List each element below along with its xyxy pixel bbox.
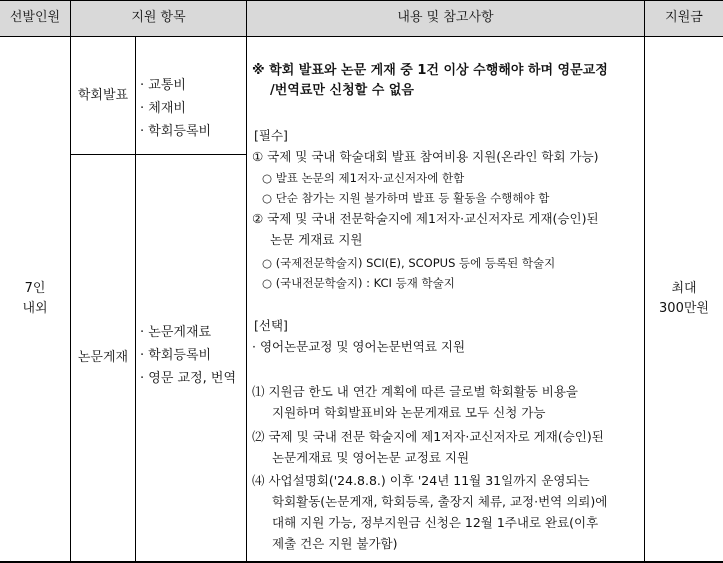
required-item-2b: ○ (국내전문학술지) : KCI 등재 학술지 bbox=[262, 276, 455, 290]
list-item: · 체재비 bbox=[140, 101, 186, 116]
list-item: · 학회등록비 bbox=[140, 124, 212, 139]
note-4-line-1: ⑷ 사업설명회('24.8.8.) 이후 '24년 11월 31일까지 운영되는 bbox=[252, 473, 590, 488]
publication-items bbox=[140, 321, 245, 390]
note-4-line-2: 학회활동(논문게재, 학회등록, 출장지 체류, 교정·번역 의뢰)에 bbox=[272, 494, 608, 509]
note-1-line-1: ⑴ 지원금 한도 내 연간 계획에 따른 글로벌 학회활동 비용을 bbox=[252, 384, 578, 399]
border-col3 bbox=[246, 0, 247, 563]
note-line-1: ※ 학회 발표와 논문 게재 중 1건 이상 수행해야 하며 영문교정 bbox=[252, 63, 608, 78]
list-item: · 학회등록비 bbox=[140, 348, 212, 363]
border-col2 bbox=[135, 37, 136, 563]
header-items: 지원 항목 bbox=[71, 0, 246, 36]
header-amount: 지원금 bbox=[645, 0, 723, 36]
note-2-line-1: ⑵ 국제 및 국내 전문 학술지에 제1저자·교신저자로 게재(승인)된 bbox=[252, 429, 604, 444]
required-item-2-line-1: ② 국제 및 국내 전문학술지에 제1저자·교신저자로 게재(승인)된 bbox=[252, 211, 599, 226]
required-label: [필수] bbox=[254, 128, 288, 143]
note-line-2: /번역료만 신청할 수 없음 bbox=[270, 83, 414, 98]
category-publication: 논문게재 bbox=[77, 350, 129, 365]
list-item: · 교통비 bbox=[140, 78, 186, 93]
optional-label: [선택] bbox=[254, 318, 288, 333]
required-item-2a: ○ (국제전문학술지) SCI(E), SCOPUS 등에 등록된 학술지 bbox=[262, 256, 556, 270]
note-1-line-2: 지원하며 학회발표비와 논문게재료 모두 신청 가능 bbox=[272, 405, 546, 420]
support-amount: 최대 300만원 bbox=[659, 281, 709, 316]
note-2-line-2: 논문게재료 및 영어논문 교정료 지원 bbox=[272, 450, 470, 465]
optional-item-1: · 영어논문교정 및 영어논문번역료 지원 bbox=[252, 339, 466, 354]
border-top bbox=[0, 0, 723, 1]
note-4-line-3: 대해 지원 가능, 정부지원금 신청은 12월 1주내로 완료(이후 bbox=[272, 515, 599, 530]
header-content: 내용 및 참고사항 bbox=[247, 0, 644, 36]
list-item: · 영문 교정, 번역 bbox=[140, 371, 237, 386]
required-item-1b: ○ 단순 참가는 지원 불가하며 발표 등 활동을 수행해야 함 bbox=[262, 191, 550, 205]
conference-items bbox=[140, 74, 245, 143]
header-people: 선발인원 bbox=[0, 0, 70, 36]
category-conference: 학회발표 bbox=[77, 87, 129, 103]
note-4-line-4: 제출 건은 지원 불가함) bbox=[272, 536, 398, 551]
required-item-2-line-2: 논문 게재료 지원 bbox=[270, 232, 363, 247]
required-item-1a: ○ 발표 논문의 제1저자·교신저자에 한함 bbox=[262, 171, 465, 185]
people-count: 7인 내외 bbox=[22, 281, 48, 316]
required-item-1: ① 국제 및 국내 학술대회 발표 참여비용 지원(온라인 학회 가능) bbox=[252, 149, 599, 164]
list-item: · 논문게재료 bbox=[140, 325, 212, 340]
